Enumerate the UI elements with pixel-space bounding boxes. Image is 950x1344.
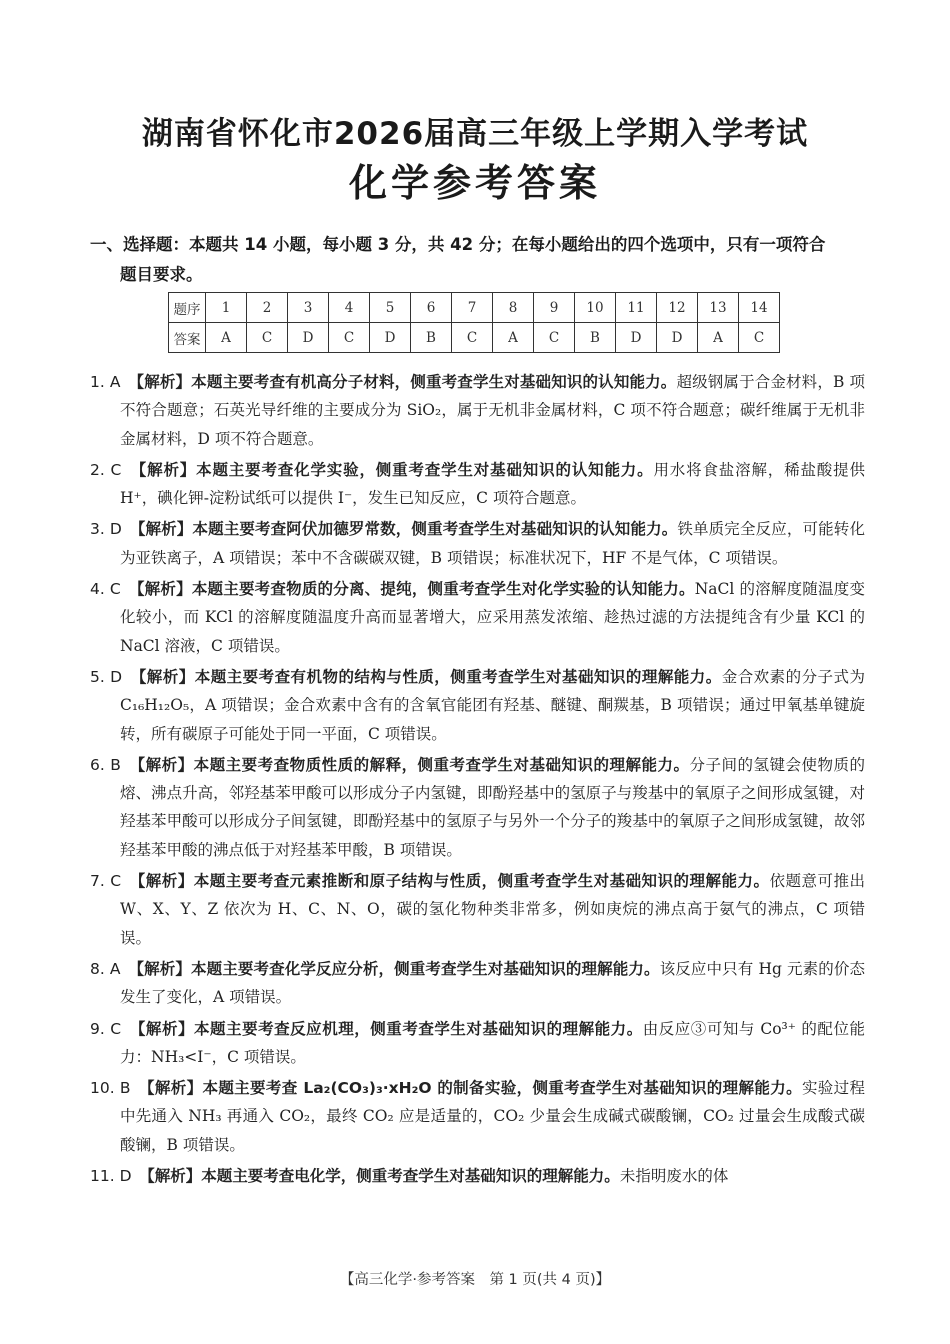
item-focus: 本题主要考查物质的分离、提纯，侧重考查学生对化学实验的认知能力。 (191, 580, 695, 599)
question-number: 4 (329, 293, 370, 323)
answer-table-answer-label: 答案 (169, 323, 206, 353)
answer-table-header-label: 题序 (169, 293, 206, 323)
item-text: NaCl 的溶解度随温度变化较小，而 KCl 的溶解度随温度升高而显著增大，应采用蒸发浓缩、趁热过滤的方法提纯含有少量 KCl 的 NaCl 溶液，C 项错误。 (120, 580, 865, 655)
explanation-item (90, 368, 865, 453)
item-text: 分子间的氢键会使物质的熔、沸点升高，邻羟基苯甲酸可以形成分子内氢键，即酚羟基中的氢原子与羧基中的氧原子之间形成氢键，对羟基苯甲酸可以形成分子间氢键，即酚羟基中的氢原子与另外一个分子的羧基中的氧原子之间形成氢键，故邻羟基苯甲酸的沸点低于对羟基苯甲酸，B 项错误。 (120, 755, 865, 859)
question-number: 7 (452, 293, 493, 323)
item-focus: 本题主要考查 La₂(CO₃)₃·xH₂O 的制备实验，侧重考查学生对基础知识的理解能力。 (202, 1079, 802, 1098)
question-number: 11 (616, 293, 657, 323)
explanation-list (90, 368, 865, 1193)
answer-table (168, 292, 780, 353)
analysis-tag: 【解析】 (136, 373, 192, 391)
item-number: 6. B (90, 755, 121, 774)
item-focus: 本题主要考查反应机理，侧重考查学生对基础知识的理解能力。 (194, 1019, 643, 1038)
analysis-tag: 【解析】 (137, 1019, 194, 1038)
question-number: 2 (247, 293, 288, 323)
item-focus: 本题主要考查化学实验，侧重考查学生对基础知识的认知能力。 (196, 460, 654, 479)
answer-cell: B (575, 323, 616, 353)
answer-cell: A (206, 323, 247, 353)
item-focus: 本题主要考查阿伏加德罗常数，侧重考查学生对基础知识的认知能力。 (192, 520, 678, 539)
item-number: 11. D (90, 1167, 132, 1186)
item-text: 用水将食盐溶解，稀盐酸提供 H⁺，碘化钾-淀粉试纸可以提供 I⁻，发生已知反应，C 项符合题意。 (120, 460, 865, 508)
explanation-item (90, 867, 865, 952)
answer-cell: C (534, 323, 575, 353)
exam-title: 湖南省怀化市2026届高三年级上学期入学考试 (141, 116, 809, 152)
item-number: 2. C (90, 460, 122, 479)
explanation-item (90, 663, 865, 748)
explanation-item (90, 751, 865, 864)
question-number: 13 (698, 293, 739, 323)
item-number: 10. B (90, 1079, 131, 1098)
question-number: 12 (657, 293, 698, 323)
answer-cell: D (370, 323, 411, 353)
answer-table-number-row (169, 293, 780, 323)
item-text: 金合欢素的分子式为 C₁₆H₁₂O₅，A 项错误；金合欢素中含有的含氧官能团有羟基、醚键、酮羰基，B 项错误；通过甲氧基单键旋转，所有碳原子可能处于同一平面，C 项错误。 (120, 667, 865, 743)
item-focus: 本题主要考查元素推断和原子结构与性质，侧重考查学生对基础知识的理解能力。 (193, 872, 770, 891)
question-number: 8 (493, 293, 534, 323)
item-focus: 本题主要考查化学反应分析，侧重考查学生对基础知识的理解能力。 (190, 959, 660, 978)
explanation-item (90, 1074, 865, 1159)
answer-cell: C (452, 323, 493, 353)
answer-cell: A (493, 323, 534, 353)
question-number: 14 (739, 293, 780, 323)
analysis-tag: 【解析】 (146, 1079, 203, 1098)
question-number: 6 (411, 293, 452, 323)
item-text: 该反应中只有 Hg 元素的价态发生了变化，A 项错误。 (120, 959, 865, 1007)
question-number: 10 (575, 293, 616, 323)
answer-cell: D (288, 323, 329, 353)
item-focus: 本题主要考查电化学，侧重考查学生对基础知识的理解能力。 (201, 1167, 620, 1186)
item-number: 8. A (90, 959, 121, 978)
item-text: 依题意可推出 W、X、Y、Z 依次为 H、C、N、O，碳的氢化物种类非常多，例如庚烷的沸点高于氨气的沸点，C 项错误。 (120, 872, 865, 947)
answer-table-answer-row (169, 323, 780, 353)
answer-cell: D (657, 323, 698, 353)
question-number: 3 (288, 293, 329, 323)
question-number: 9 (534, 293, 575, 323)
item-focus: 本题主要考查物质性质的解释，侧重考查学生对基础知识的理解能力。 (193, 755, 690, 774)
item-number: 4. C (90, 580, 121, 599)
item-number: 5. D (90, 667, 123, 686)
answer-cell: A (698, 323, 739, 353)
answer-cell: D (616, 323, 657, 353)
analysis-tag: 【解析】 (138, 667, 195, 686)
analysis-tag: 【解析】 (137, 872, 194, 891)
explanation-item (90, 1015, 865, 1072)
explanation-item (90, 1162, 865, 1190)
explanation-item (90, 955, 865, 1012)
analysis-tag: 【解析】 (136, 580, 192, 599)
question-number: 5 (370, 293, 411, 323)
explanation-item (90, 456, 865, 513)
item-focus: 本题主要考查有机物的结构与性质，侧重考查学生对基础知识的理解能力。 (194, 667, 722, 686)
answer-cell: B (411, 323, 452, 353)
item-text: 铁单质完全反应，可能转化为亚铁离子，A 项错误；苯中不含碳碳双键，B 项错误；标准状况下，HF 不是气体，C 项错误。 (120, 520, 865, 567)
analysis-tag: 【解析】 (136, 959, 191, 978)
answer-cell: C (739, 323, 780, 353)
section-heading-line1: 一、选择题：本题共 14 小题，每小题 3 分，共 42 分；在每小题给出的四个选项中，只有一项符合 (90, 235, 826, 254)
exam-subtitle: 化学参考答案 (348, 161, 601, 205)
question-number: 1 (206, 293, 247, 323)
item-text: 由反应③可知与 Co³⁺ 的配位能力：NH₃<I⁻，C 项错误。 (120, 1019, 865, 1066)
item-text: 超级钢属于合金材料，B 项不符合题意；石英光导纤维的主要成分为 SiO₂，属于无机非金属材料，C 项不符合题意；碳纤维属于无机非金属材料，D 项不符合题意。 (120, 373, 865, 448)
item-number: 3. D (90, 520, 122, 539)
item-number: 7. C (90, 872, 122, 891)
analysis-tag: 【解析】 (137, 755, 194, 774)
item-number: 9. C (90, 1019, 122, 1038)
section-heading-line2: 题目要求。 (120, 265, 203, 284)
analysis-tag: 【解析】 (147, 1167, 202, 1186)
item-text: 实验过程中先通入 NH₃ 再通入 CO₂，最终 CO₂ 应是适量的，CO₂ 少量会生成碱式碳酸镧，CO₂ 过量会生成酸式碳酸镧，B 项错误。 (120, 1079, 865, 1154)
explanation-item (90, 575, 865, 660)
analysis-tag: 【解析】 (137, 520, 193, 539)
item-text: 未指明废水的体 (619, 1167, 729, 1186)
item-number: 1. A (90, 373, 121, 391)
item-focus: 本题主要考查有机高分子材料，侧重考查学生对基础知识的认知能力。 (191, 373, 677, 391)
explanation-item (90, 515, 865, 572)
analysis-tag: 【解析】 (138, 460, 197, 479)
answer-cell: C (329, 323, 370, 353)
section-heading (90, 230, 870, 290)
answer-cell: C (247, 323, 288, 353)
page-footer: 【高三化学·参考答案 第 1 页(共 4 页)】 (339, 1272, 611, 1288)
